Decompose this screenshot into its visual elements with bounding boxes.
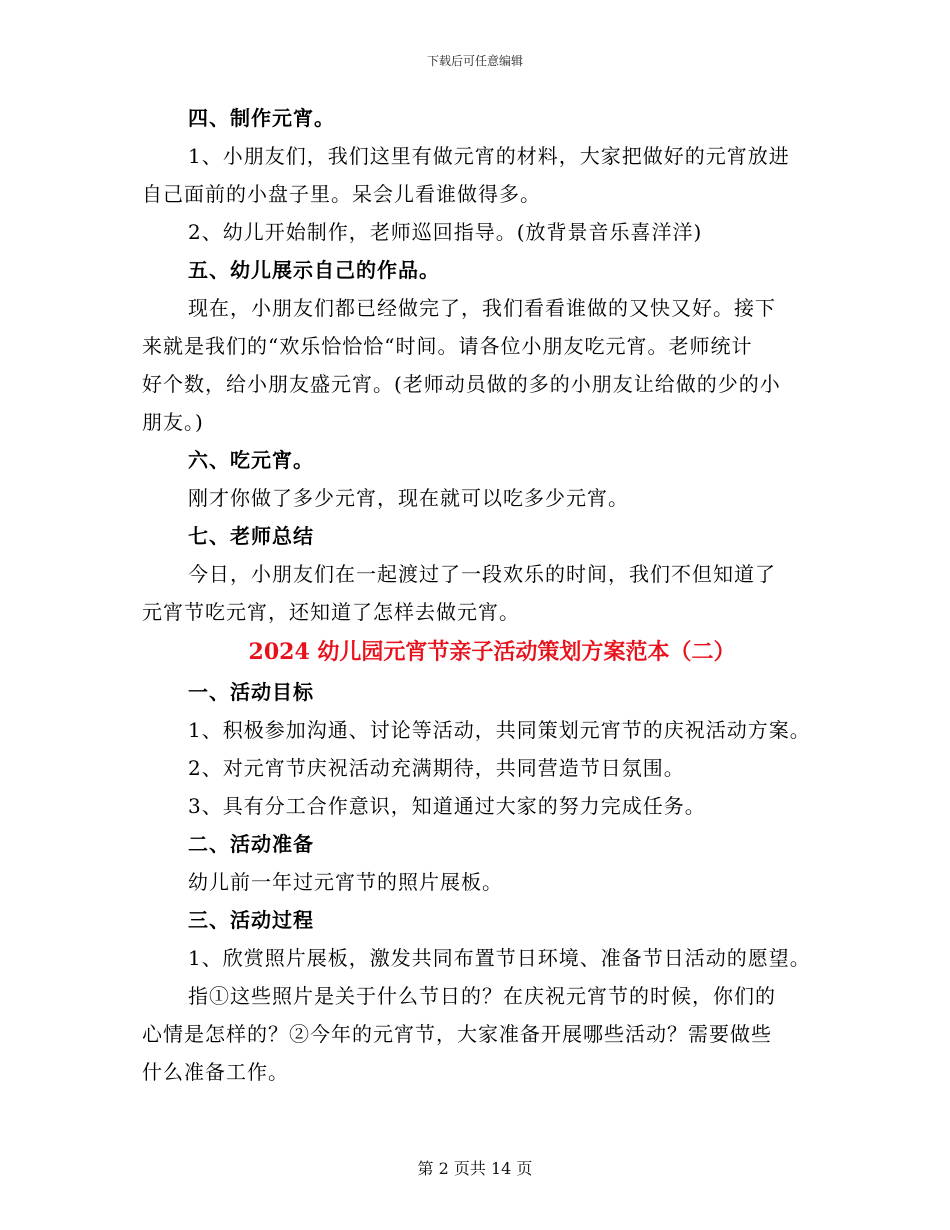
- paragraph-line: 2、对元宵节庆祝活动充满期待，共同营造节日氛围。: [188, 756, 685, 780]
- paragraph-line: 1、欣赏照片展板，激发共同布置节日环境、准备节日活动的愿望。: [188, 946, 811, 970]
- section-heading: 二、活动准备: [188, 832, 314, 856]
- paragraph-line: 来就是我们的“欢乐恰恰恰“时间。请各位小朋友吃元宵。老师统计: [142, 334, 753, 358]
- section-heading: 六、吃元宵。: [188, 448, 314, 472]
- section-heading: 七、老师总结: [188, 524, 314, 548]
- paragraph-line: 现在，小朋友们都已经做完了，我们看看谁做的又快又好。接下: [188, 296, 776, 320]
- paragraph-line: 刚才你做了多少元宵，现在就可以吃多少元宵。: [188, 486, 629, 510]
- page-footer: 第 2 页共 14 页: [417, 1159, 533, 1178]
- paragraph-line: 1、小朋友们，我们这里有做元宵的材料，大家把做好的元宵放进: [188, 144, 790, 168]
- page-header: 下载后可任意编辑: [426, 54, 523, 68]
- paragraph-line: 3、具有分工合作意识，知道通过大家的努力完成任务。: [188, 794, 706, 818]
- paragraph-line: 指①这些照片是关于什么节日的？在庆祝元宵节的时候，你们的: [188, 984, 776, 1008]
- paragraph-line: 1、积极参加沟通、讨论等活动，共同策划元宵节的庆祝活动方案。: [188, 718, 811, 742]
- paragraph-line: 幼儿前一年过元宵节的照片展板。: [188, 870, 503, 894]
- paragraph-line: 2、幼儿开始制作，老师巡回指导。(放背景音乐喜洋洋): [188, 220, 703, 244]
- document-body: [142, 106, 842, 1084]
- paragraph-line: 今日，小朋友们在一起渡过了一段欢乐的时间，我们不但知道了: [188, 562, 776, 586]
- document-title: 2024 幼儿园元宵节亲子活动策划方案范本（二）: [248, 639, 736, 665]
- paragraph-line: 好个数，给小朋友盛元宵。(老师动员做的多的小朋友让给做的少的小: [142, 372, 781, 396]
- paragraph-line: 自己面前的小盘子里。呆会儿看谁做得多。: [142, 182, 541, 206]
- paragraph-line: 元宵节吃元宵，还知道了怎样去做元宵。: [142, 600, 520, 624]
- section-heading: 五、幼儿展示自己的作品。: [188, 258, 440, 282]
- paragraph-line: 朋友。): [142, 410, 204, 434]
- paragraph-line: 心情是怎样的？②今年的元宵节，大家准备开展哪些活动？需要做些: [142, 1022, 772, 1046]
- section-heading: 四、制作元宵。: [188, 106, 335, 130]
- section-heading: 一、活动目标: [188, 680, 314, 704]
- section-heading: 三、活动过程: [188, 908, 314, 932]
- paragraph-line: 什么准备工作。: [142, 1060, 289, 1084]
